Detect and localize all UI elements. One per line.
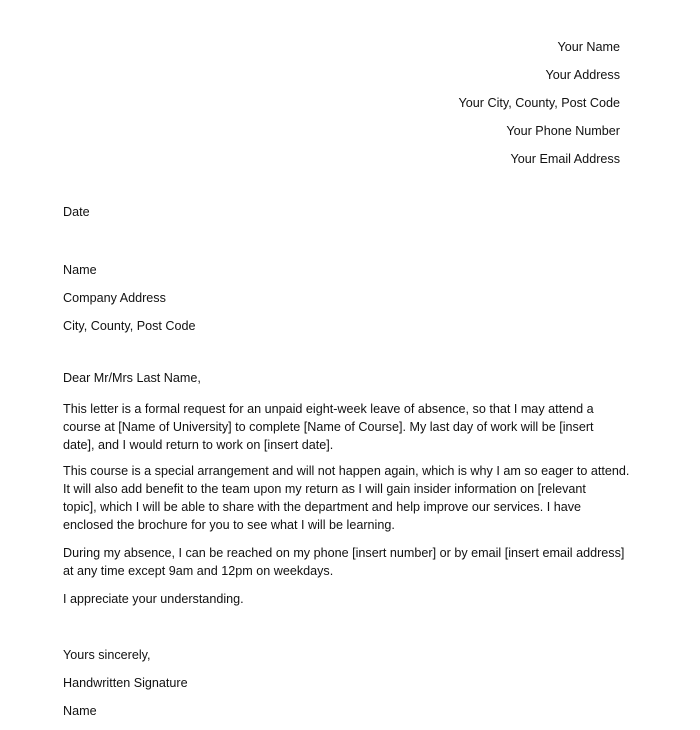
paragraph-justification bbox=[63, 462, 633, 534]
paragraph-line: It will also add benefit to the team upon my return as I will gain insider information on [relevant bbox=[63, 482, 586, 496]
valediction: Yours sincerely, bbox=[63, 648, 151, 662]
letter-date: Date bbox=[63, 205, 90, 219]
sender-city: Your City, County, Post Code bbox=[458, 96, 620, 110]
closing-name: Name bbox=[63, 704, 97, 718]
paragraph-line: This course is a special arrangement and will not happen again, which is why I am so eager to attend. bbox=[63, 464, 630, 478]
paragraph-line: During my absence, I can be reached on my phone [insert number] or by email [insert email address] bbox=[63, 546, 625, 560]
sender-email: Your Email Address bbox=[510, 152, 620, 166]
sender-block bbox=[459, 38, 620, 178]
paragraph-line: topic], which I will be able to share with the department and help improve our services. I have bbox=[63, 500, 582, 514]
paragraph-line: I appreciate your understanding. bbox=[63, 592, 244, 606]
sender-name: Your Name bbox=[557, 40, 620, 54]
paragraph-thanks bbox=[63, 590, 633, 608]
recipient-block bbox=[63, 261, 633, 345]
closing-block bbox=[63, 646, 633, 730]
recipient-city: City, County, Post Code bbox=[63, 319, 196, 333]
paragraph-contact bbox=[63, 544, 633, 580]
sender-address: Your Address bbox=[545, 68, 620, 82]
sender-phone: Your Phone Number bbox=[506, 124, 620, 138]
paragraph-line: at any time except 9am and 12pm on weekdays. bbox=[63, 564, 334, 578]
paragraph-request bbox=[63, 400, 633, 454]
paragraph-line: This letter is a formal request for an unpaid eight-week leave of absence, so that I may attend a bbox=[63, 402, 594, 416]
paragraph-line: course at [Name of University] to complete [Name of Course]. My last day of work will be [insert bbox=[63, 420, 594, 434]
recipient-name: Name bbox=[63, 263, 97, 277]
paragraph-line: date], and I would return to work on [insert date]. bbox=[63, 438, 334, 452]
recipient-address: Company Address bbox=[63, 291, 166, 305]
paragraph-line: enclosed the brochure for you to see what I will be learning. bbox=[63, 518, 395, 532]
salutation: Dear Mr/Mrs Last Name, bbox=[63, 371, 201, 385]
signature-line: Handwritten Signature bbox=[63, 676, 188, 690]
